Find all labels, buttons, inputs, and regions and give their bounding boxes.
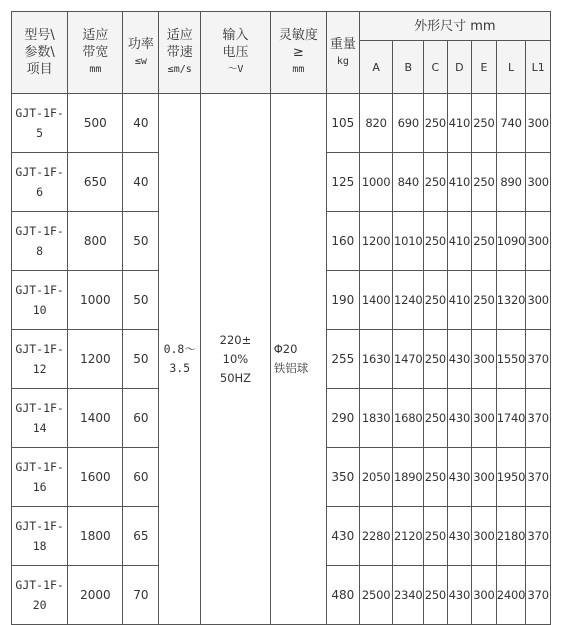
header-model: 型号\ 参数\ 项目	[12, 12, 68, 94]
weight-cell: 350	[326, 448, 359, 507]
dim-e-cell: 250	[472, 94, 497, 153]
cell-line: 3.5	[169, 361, 191, 375]
header-sensitivity: 灵敏度 ≥ mm	[270, 12, 326, 94]
header-dimensions-group: 外形尺寸 mm	[359, 12, 550, 41]
dim-d-cell: 430	[447, 507, 472, 566]
bandwidth-cell: 1400	[68, 389, 123, 448]
cell-line: 16	[32, 480, 47, 494]
dim-d-cell: 410	[447, 271, 472, 330]
dim-b-cell: 1470	[393, 330, 424, 389]
cell-line: GJT-1F-	[15, 342, 64, 356]
dim-d-cell: 430	[447, 448, 472, 507]
cell-line: 6	[36, 185, 44, 199]
dim-l1-cell: 300	[526, 271, 551, 330]
dim-l-cell: 740	[496, 94, 526, 153]
cell-line: GJT-1F-	[15, 165, 64, 179]
cell-line: GJT-1F-	[15, 578, 64, 592]
dim-l-cell: 1950	[496, 448, 526, 507]
power-cell: 40	[123, 94, 159, 153]
cell-line: 8	[36, 244, 44, 258]
dim-e-cell: 300	[472, 389, 497, 448]
dim-c-cell: 250	[424, 389, 448, 448]
weight-cell: 105	[326, 94, 359, 153]
dim-d-cell: 410	[447, 212, 472, 271]
dim-l1-cell: 370	[526, 330, 551, 389]
cell-line: GJT-1F-	[15, 401, 64, 415]
dim-a-cell: 1400	[359, 271, 393, 330]
dim-b-cell: 2120	[393, 507, 424, 566]
speed-cell	[159, 94, 201, 625]
power-cell: 50	[123, 271, 159, 330]
bandwidth-cell: 500	[68, 94, 123, 153]
model-cell	[12, 94, 68, 153]
dim-l-cell: 2180	[496, 507, 526, 566]
dim-b-cell: 840	[393, 153, 424, 212]
header-dim-l: L	[496, 41, 526, 94]
dim-c-cell: 250	[424, 566, 448, 625]
power-cell: 65	[123, 507, 159, 566]
dim-l-cell: 1550	[496, 330, 526, 389]
weight-cell: 255	[326, 330, 359, 389]
model-cell	[12, 389, 68, 448]
cell-line: 铁铝球	[273, 361, 309, 375]
model-cell	[12, 153, 68, 212]
dim-a-cell: 2050	[359, 448, 393, 507]
cell-line: 18	[32, 539, 47, 553]
dim-l-cell: 2400	[496, 566, 526, 625]
dim-c-cell: 250	[424, 94, 448, 153]
dim-e-cell: 300	[472, 507, 497, 566]
header-bandwidth: 适应 带宽 mm	[68, 12, 123, 94]
model-cell	[12, 212, 68, 271]
cell-line: 10%	[222, 351, 249, 366]
weight-cell: 190	[326, 271, 359, 330]
dim-l-cell: 1090	[496, 212, 526, 271]
power-cell: 50	[123, 330, 159, 389]
cell-line: 20	[32, 598, 47, 612]
dim-e-cell: 300	[472, 330, 497, 389]
weight-cell: 125	[326, 153, 359, 212]
cell-line: 12	[32, 362, 47, 376]
bandwidth-cell: 650	[68, 153, 123, 212]
dim-l1-cell: 370	[526, 507, 551, 566]
model-cell	[12, 271, 68, 330]
power-cell: 60	[123, 389, 159, 448]
header-power: 功率 ≤w	[123, 12, 159, 94]
dim-c-cell: 250	[424, 153, 448, 212]
bandwidth-cell: 1800	[68, 507, 123, 566]
dim-l1-cell: 370	[526, 389, 551, 448]
header-dim-e: E	[472, 41, 497, 94]
dim-d-cell: 430	[447, 330, 472, 389]
cell-line: 0.8～	[163, 342, 196, 356]
dim-a-cell: 2280	[359, 507, 393, 566]
dim-l1-cell: 300	[526, 153, 551, 212]
header-dim-l1: L1	[526, 41, 551, 94]
dim-a-cell: 1000	[359, 153, 393, 212]
cell-line: 5	[36, 126, 44, 140]
power-cell: 60	[123, 448, 159, 507]
model-cell	[12, 507, 68, 566]
model-cell	[12, 566, 68, 625]
header-voltage: 输入 电压 ～V	[201, 12, 271, 94]
header-weight: 重量 kg	[326, 12, 359, 94]
dim-l-cell: 1740	[496, 389, 526, 448]
cell-line: GJT-1F-	[15, 519, 64, 533]
dim-c-cell: 250	[424, 448, 448, 507]
model-cell	[12, 330, 68, 389]
dim-d-cell: 430	[447, 566, 472, 625]
header-speed: 适应 带速 ≤m/s	[159, 12, 201, 94]
dim-a-cell: 1200	[359, 212, 393, 271]
dim-l-cell: 1320	[496, 271, 526, 330]
cell-line: GJT-1F-	[15, 224, 64, 238]
dim-c-cell: 250	[424, 212, 448, 271]
dim-e-cell: 250	[472, 153, 497, 212]
cell-line: 220±	[219, 332, 252, 347]
dim-a-cell: 820	[359, 94, 393, 153]
bandwidth-cell: 1000	[68, 271, 123, 330]
cell-line: 14	[32, 421, 47, 435]
spec-table	[11, 11, 551, 625]
dim-b-cell: 2340	[393, 566, 424, 625]
bandwidth-cell: 1600	[68, 448, 123, 507]
dim-a-cell: 1630	[359, 330, 393, 389]
dim-d-cell: 410	[447, 94, 472, 153]
dim-b-cell: 1680	[393, 389, 424, 448]
dim-l1-cell: 300	[526, 212, 551, 271]
dim-a-cell: 2500	[359, 566, 393, 625]
weight-cell: 290	[326, 389, 359, 448]
cell-line: Φ20	[273, 342, 298, 356]
sensitivity-cell	[270, 94, 326, 625]
dim-l-cell: 890	[496, 153, 526, 212]
dim-a-cell: 1830	[359, 389, 393, 448]
header-dim-d: D	[447, 41, 472, 94]
dim-c-cell: 250	[424, 271, 448, 330]
cell-line: 50HZ	[219, 370, 252, 385]
bandwidth-cell: 800	[68, 212, 123, 271]
cell-line: 10	[32, 303, 47, 317]
dim-b-cell: 1890	[393, 448, 424, 507]
dim-b-cell: 690	[393, 94, 424, 153]
bandwidth-cell: 1200	[68, 330, 123, 389]
power-cell: 50	[123, 212, 159, 271]
dim-b-cell: 1240	[393, 271, 424, 330]
dim-c-cell: 250	[424, 507, 448, 566]
header-dim-a: A	[359, 41, 393, 94]
dim-l1-cell: 370	[526, 566, 551, 625]
dim-e-cell: 300	[472, 566, 497, 625]
dim-e-cell: 300	[472, 448, 497, 507]
header-dim-c: C	[424, 41, 448, 94]
voltage-cell	[201, 94, 271, 625]
cell-line: GJT-1F-	[15, 106, 64, 120]
bandwidth-cell: 2000	[68, 566, 123, 625]
model-cell	[12, 448, 68, 507]
dim-e-cell: 250	[472, 271, 497, 330]
weight-cell: 480	[326, 566, 359, 625]
dim-l1-cell: 370	[526, 448, 551, 507]
cell-line: GJT-1F-	[15, 460, 64, 474]
power-cell: 70	[123, 566, 159, 625]
weight-cell: 160	[326, 212, 359, 271]
spec-table-body	[12, 94, 551, 625]
header-dim-b: B	[393, 41, 424, 94]
dim-l1-cell: 300	[526, 94, 551, 153]
dim-e-cell: 250	[472, 212, 497, 271]
cell-line: GJT-1F-	[15, 283, 64, 297]
weight-cell: 430	[326, 507, 359, 566]
dim-d-cell: 430	[447, 389, 472, 448]
power-cell: 40	[123, 153, 159, 212]
table-row	[12, 94, 551, 153]
dim-b-cell: 1010	[393, 212, 424, 271]
dim-d-cell: 410	[447, 153, 472, 212]
dim-c-cell: 250	[424, 330, 448, 389]
